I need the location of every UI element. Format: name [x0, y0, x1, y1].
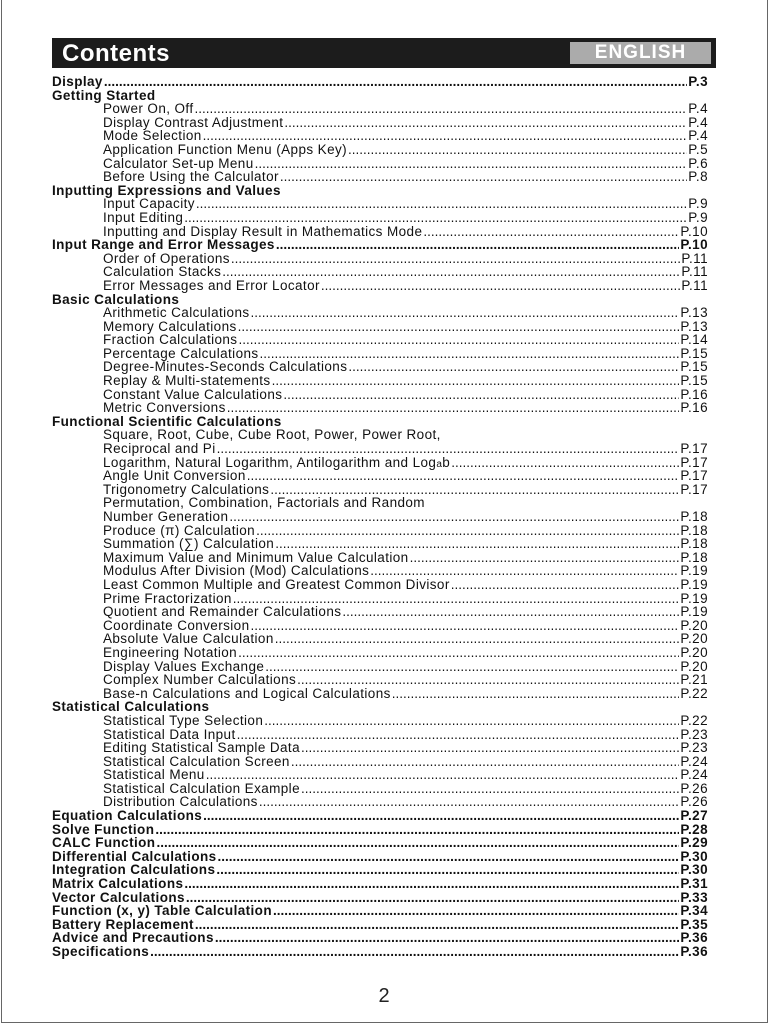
toc-entry-title: Basic Calculations	[52, 291, 180, 307]
toc-entry-title: Maximum Value and Minimum Value Calculation	[103, 549, 409, 565]
toc-entry[interactable]	[52, 687, 708, 701]
toc-section[interactable]	[52, 89, 708, 103]
toc-section[interactable]	[52, 877, 708, 891]
toc-entry-title: Inputting Expressions and Values	[52, 182, 281, 198]
toc-page-ref: P.17	[680, 454, 708, 470]
toc-page-ref: P.26	[680, 780, 708, 796]
toc-entry-title: Constant Value Calculations	[103, 386, 283, 402]
toc-page-ref: P.23	[680, 740, 708, 756]
toc-entry-title: Solve Function	[52, 821, 155, 837]
toc-entry[interactable]	[52, 279, 708, 293]
dot-leader	[155, 823, 679, 837]
toc-entry-title: Editing Statistical Sample Data	[103, 740, 300, 756]
toc-entry-title: Functional Scientific Calculations	[52, 413, 282, 429]
toc-entry-title: Equation Calculations	[52, 808, 203, 824]
toc-page-ref: P.18	[680, 549, 708, 565]
language-badge: ENGLISH	[570, 42, 711, 64]
dot-leader	[184, 211, 687, 225]
dot-leader	[348, 143, 687, 157]
toc-entry-title: Modulus After Division (Mod) Calculations	[103, 563, 370, 579]
toc-entry[interactable]	[52, 741, 708, 755]
toc-page-ref: P.11	[681, 264, 708, 280]
dot-leader	[233, 592, 680, 606]
toc-entry[interactable]	[52, 795, 708, 809]
toc-entry[interactable]	[52, 714, 708, 728]
dot-leader	[291, 755, 680, 769]
toc-entry-title: Power On, Off	[103, 101, 194, 117]
toc-page-ref: P.20	[680, 631, 708, 647]
toc-entry[interactable]	[52, 728, 708, 742]
toc-section[interactable]	[52, 863, 708, 877]
toc-entry[interactable]	[52, 578, 708, 592]
toc-page-ref: P.4	[688, 101, 708, 117]
toc-entry-title: Permutation, Combination, Factorials and Random	[103, 495, 425, 511]
toc-page-ref: P.11	[681, 250, 708, 266]
toc-entry[interactable]	[52, 388, 708, 402]
toc-entry-title: Display Values Exchange	[103, 658, 265, 674]
toc-page-ref: P.15	[680, 359, 708, 375]
toc-page-ref: P.30	[680, 848, 708, 864]
dot-leader	[275, 537, 679, 551]
toc-section[interactable]	[52, 809, 708, 823]
table-of-contents	[52, 75, 708, 959]
toc-entry[interactable]	[52, 360, 708, 374]
toc-page-ref: P.17	[680, 441, 708, 457]
dot-leader	[104, 75, 687, 89]
toc-page-ref: P.17	[680, 481, 708, 497]
dot-leader	[260, 347, 680, 361]
dot-leader	[370, 564, 679, 578]
toc-entry-title: Produce (π) Calculation	[103, 522, 256, 538]
toc-entry-title: Trigonometry Calculations	[103, 481, 270, 497]
toc-entry-title: Percentage Calculations	[103, 345, 259, 361]
toc-page-ref: P.30	[680, 862, 708, 878]
toc-page-ref: P.19	[680, 563, 708, 579]
toc-entry[interactable]	[52, 768, 708, 782]
toc-entry[interactable]	[52, 619, 708, 633]
toc-page-ref: P.20	[680, 617, 708, 633]
toc-entry-title: Specifications	[52, 944, 150, 959]
toc-page-ref: P.23	[680, 726, 708, 742]
dot-leader	[184, 877, 679, 891]
page-title: Contents	[62, 40, 170, 67]
toc-entry[interactable]	[52, 524, 708, 538]
toc-entry[interactable]	[52, 755, 708, 769]
toc-entry-title: Advice and Precautions	[52, 930, 214, 946]
dot-leader	[276, 238, 680, 252]
dot-leader	[195, 102, 688, 116]
toc-section[interactable]	[52, 293, 708, 307]
toc-entry-title: Calculator Set-up Menu	[103, 155, 254, 171]
toc-page-ref: P.22	[680, 712, 708, 728]
toc-entry-title: Degree-Minutes-Seconds Calculations	[103, 359, 348, 375]
toc-entry-title: Order of Operations	[103, 250, 230, 266]
toc-section[interactable]	[52, 75, 708, 89]
toc-page-ref: P.35	[680, 916, 708, 932]
dot-leader	[215, 931, 680, 945]
toc-entry-title: Arithmetic Calculations	[103, 305, 250, 321]
toc-entry[interactable]	[52, 660, 708, 674]
toc-page-ref: P.9	[688, 209, 708, 225]
dot-leader	[216, 863, 679, 877]
toc-entry[interactable]	[52, 564, 708, 578]
dot-leader	[156, 836, 679, 850]
toc-entry[interactable]	[52, 265, 708, 279]
toc-section[interactable]	[52, 918, 708, 932]
toc-entry-suffix: b	[442, 454, 451, 470]
toc-page-ref: P.17	[680, 468, 708, 484]
toc-section[interactable]	[52, 238, 708, 252]
toc-entry-title: Integration Calculations	[52, 862, 216, 878]
toc-entry-title: Inputting and Display Result in Mathematics Mode	[103, 223, 423, 239]
toc-entry[interactable]	[52, 225, 708, 239]
toc-page-ref: P.28	[680, 821, 708, 837]
toc-entry[interactable]	[52, 551, 708, 565]
toc-page-ref: P.13	[680, 318, 708, 334]
dot-leader	[251, 306, 680, 320]
toc-entry[interactable]	[52, 537, 708, 551]
toc-page-ref: P.26	[680, 794, 708, 810]
toc-entry-title: Getting Started	[52, 87, 156, 103]
dot-leader	[280, 170, 687, 184]
toc-entry-title: Least Common Multiple and Greatest Common Divisor	[103, 576, 450, 592]
toc-page-ref: P.27	[680, 808, 708, 824]
dot-leader	[451, 456, 679, 470]
dot-leader	[392, 687, 680, 701]
dot-leader	[410, 551, 680, 565]
toc-page-ref: P.4	[688, 128, 708, 144]
toc-entry[interactable]	[52, 496, 708, 510]
toc-entry[interactable]	[52, 646, 708, 660]
toc-entry-title: Number Generation	[103, 509, 229, 524]
dot-leader	[237, 728, 680, 742]
toc-entry-title: Complex Number Calculations	[103, 672, 297, 688]
toc-entry-title: Statistical Type Selection	[103, 712, 264, 728]
toc-section[interactable]	[52, 700, 708, 714]
toc-page-ref: P.6	[688, 155, 708, 171]
toc-section[interactable]	[52, 891, 708, 905]
toc-page-ref: P.18	[680, 509, 708, 524]
toc-page-ref: P.24	[680, 753, 708, 769]
toc-entry-title: Error Messages and Error Locator	[103, 277, 320, 293]
dot-leader	[256, 524, 679, 538]
toc-entry[interactable]	[52, 483, 708, 497]
dot-leader	[451, 578, 680, 592]
toc-entry-title: Engineering Notation	[103, 644, 238, 660]
toc-entry-title: Matrix Calculations	[52, 876, 184, 892]
toc-page-ref: P.15	[680, 373, 708, 389]
toc-entry[interactable]	[52, 401, 708, 415]
dot-leader	[186, 891, 679, 905]
dot-leader	[272, 374, 680, 388]
toc-entry-title: Reciprocal and Pi	[103, 441, 216, 457]
dot-leader	[195, 918, 679, 932]
toc-page-ref: P.18	[680, 522, 708, 538]
dot-leader	[259, 795, 680, 809]
toc-entry-title: Function (x, y) Table Calculation	[52, 903, 272, 919]
toc-entry-title: Application Function Menu (Apps Key)	[103, 141, 348, 157]
toc-entry[interactable]	[52, 374, 708, 388]
toc-section[interactable]	[52, 415, 708, 429]
dot-leader	[321, 279, 680, 293]
contents-header	[52, 38, 716, 68]
toc-entry-title: Input Editing	[103, 209, 184, 225]
toc-entry-title: Replay & Multi-statements	[103, 373, 271, 389]
toc-page-ref: P.20	[680, 658, 708, 674]
toc-entry-title: Logarithm, Natural Logarithm, Antilogarithm and Log	[103, 454, 437, 470]
toc-entry-title: Display Contrast Adjustment	[103, 114, 284, 130]
toc-section[interactable]	[52, 904, 708, 918]
page-number: 2	[378, 985, 390, 1007]
toc-page-ref: P.24	[680, 767, 708, 783]
dot-leader	[250, 619, 679, 633]
toc-page-ref: P.22	[680, 685, 708, 701]
toc-entry[interactable]	[52, 129, 708, 143]
dot-leader	[229, 510, 679, 524]
dot-leader	[218, 850, 680, 864]
dot-leader	[222, 265, 680, 279]
toc-page-ref: P.10	[680, 223, 708, 239]
toc-entry[interactable]	[52, 157, 708, 171]
toc-section[interactable]	[52, 836, 708, 850]
dot-leader	[275, 632, 680, 646]
toc-entry[interactable]	[52, 333, 708, 347]
dot-leader	[301, 741, 679, 755]
toc-page-ref: P.14	[680, 332, 708, 348]
toc-page-ref: P.4	[688, 114, 708, 130]
toc-page-ref: P.31	[680, 876, 708, 892]
toc-section[interactable]	[52, 931, 708, 945]
toc-entry-title: Before Using the Calculator	[103, 169, 279, 185]
dot-leader	[206, 768, 680, 782]
toc-entry-title: Vector Calculations	[52, 889, 185, 905]
toc-entry[interactable]	[52, 782, 708, 796]
toc-page-ref: P.16	[680, 400, 708, 416]
toc-entry[interactable]	[52, 632, 708, 646]
toc-section[interactable]	[52, 823, 708, 837]
toc-entry-title: Memory Calculations	[103, 318, 237, 334]
toc-entry-title: Statistical Data Input	[103, 726, 236, 742]
toc-entry-title: Statistical Calculations	[52, 699, 210, 715]
dot-leader	[264, 714, 679, 728]
dot-leader	[284, 116, 687, 130]
toc-entry-title: Statistical Calculation Example	[103, 780, 300, 796]
toc-entry-title: CALC Function	[52, 835, 156, 851]
dot-leader	[196, 197, 687, 211]
dot-leader	[238, 333, 679, 347]
toc-page-ref: P.15	[680, 345, 708, 361]
dot-leader	[283, 388, 679, 402]
toc-entry-title: Square, Root, Cube, Cube Root, Power, Power Root,	[103, 427, 441, 443]
toc-entry[interactable]	[52, 347, 708, 361]
dot-leader	[231, 252, 680, 266]
dot-leader	[301, 782, 679, 796]
toc-entry[interactable]	[52, 116, 708, 130]
toc-page-ref: P.5	[688, 141, 708, 157]
toc-page-ref: P.10	[680, 237, 708, 253]
dot-leader	[270, 483, 679, 497]
dot-leader	[265, 660, 679, 674]
toc-entry[interactable]	[52, 170, 708, 184]
toc-entry-title: Base-n Calculations and Logical Calculations	[103, 685, 391, 701]
toc-page-ref: P.11	[681, 277, 708, 293]
toc-entry[interactable]	[52, 428, 708, 442]
toc-entry-title: Summation (∑) Calculation	[103, 536, 275, 552]
toc-page-ref: P.18	[680, 536, 708, 552]
toc-entry-title: Quotient and Remainder Calculations	[103, 604, 342, 620]
dot-leader	[203, 129, 688, 143]
toc-entry-title: Fraction Calculations	[103, 332, 238, 348]
toc-entry[interactable]	[52, 306, 708, 320]
toc-section[interactable]	[52, 184, 708, 198]
toc-entry-title: Coordinate Conversion	[103, 617, 250, 633]
toc-section[interactable]	[52, 850, 708, 864]
toc-entry[interactable]	[52, 442, 708, 456]
dot-leader	[217, 442, 680, 456]
toc-page-ref: P.9	[688, 196, 708, 212]
toc-entry-title: Mode Selection	[103, 128, 202, 144]
toc-page-ref: P.20	[680, 644, 708, 660]
dot-leader	[238, 646, 679, 660]
toc-entry-title: Differential Calculations	[52, 848, 217, 864]
toc-entry-title: Statistical Calculation Screen	[103, 753, 290, 769]
toc-entry[interactable]	[52, 252, 708, 266]
dot-leader	[247, 469, 680, 483]
toc-entry-title: Distribution Calculations	[103, 794, 258, 810]
toc-entry-title: Statistical Menu	[103, 767, 205, 783]
dot-leader	[150, 945, 679, 959]
toc-page-ref: P.19	[680, 576, 708, 592]
toc-entry[interactable]	[52, 197, 708, 211]
toc-page-ref: P.19	[680, 590, 708, 606]
toc-page-ref: P.8	[688, 169, 708, 185]
dot-leader	[203, 809, 679, 823]
dot-leader	[297, 673, 679, 687]
dot-leader	[423, 225, 679, 239]
toc-page-ref: P.13	[680, 305, 708, 321]
dot-leader	[342, 605, 679, 619]
toc-page-ref: P.19	[680, 604, 708, 620]
toc-entry[interactable]	[52, 143, 708, 157]
toc-entry-title: Calculation Stacks	[103, 264, 222, 280]
toc-page-ref: P.3	[688, 74, 708, 89]
dot-leader	[238, 320, 680, 334]
toc-entry[interactable]	[52, 320, 708, 334]
toc-entry-title: Input Capacity	[103, 196, 195, 212]
toc-page-ref: P.16	[680, 386, 708, 402]
toc-entry[interactable]	[52, 510, 708, 524]
toc-entry[interactable]	[52, 673, 708, 687]
toc-entry-title: Battery Replacement	[52, 916, 194, 932]
toc-entry-title: Input Range and Error Messages	[52, 237, 275, 253]
toc-page-ref: P.33	[680, 889, 708, 905]
dot-leader	[255, 157, 688, 171]
toc-entry-title: Absolute Value Calculation	[103, 631, 274, 647]
dot-leader	[227, 401, 680, 415]
toc-section[interactable]	[52, 945, 708, 959]
toc-entry-title: Metric Conversions	[103, 400, 226, 416]
toc-entry[interactable]	[52, 211, 708, 225]
toc-entry[interactable]: Logarithm, Natural Logarithm, Antilogarithm and Log a b ..... P.17	[52, 456, 708, 470]
toc-entry[interactable]	[52, 469, 708, 483]
toc-entry-title: Prime Fractorization	[103, 590, 232, 606]
toc-entry[interactable]	[52, 605, 708, 619]
toc-entry[interactable]	[52, 102, 708, 116]
toc-entry-title: Display	[52, 74, 103, 89]
toc-page-ref: P.36	[680, 930, 708, 946]
toc-entry[interactable]	[52, 592, 708, 606]
toc-page-ref: P.21	[680, 672, 708, 688]
dot-leader	[348, 360, 679, 374]
dot-leader	[273, 904, 679, 918]
toc-page-ref: P.34	[680, 903, 708, 919]
toc-page-ref: P.29	[680, 835, 708, 851]
toc-page-ref: P.36	[680, 944, 708, 959]
toc-entry-title: Angle Unit Conversion	[103, 468, 246, 484]
